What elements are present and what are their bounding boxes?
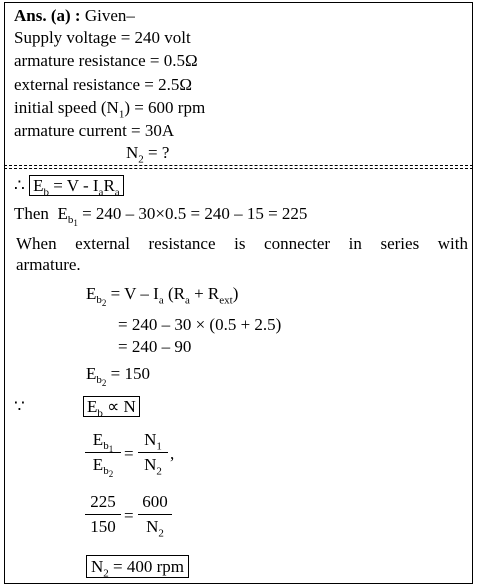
eb2-result: $E_{b_2} = 150$ xyxy=(86,364,150,389)
eb2-expr-3: = 240 – 90 xyxy=(118,337,192,356)
section-divider xyxy=(4,165,473,166)
ratio-comma: , xyxy=(170,444,175,463)
eb-formula-box: $E_b = V - I_aR_a$ xyxy=(29,175,124,196)
find-n2: $N_2$ = ? xyxy=(126,143,170,166)
eb2-expr-2: = 240 – 30 × (0.5 + 2.5) xyxy=(118,315,282,334)
proportional-box: $E_b \propto N$ xyxy=(83,396,140,417)
given-armature-resistance: armature resistance = 0.5Ω xyxy=(14,51,198,70)
proportional-line xyxy=(83,397,140,420)
final-result-box: $N_2 = 400$ rpm xyxy=(86,555,189,578)
ratio-n-fraction: $N_1$ $N_2$ xyxy=(138,430,168,475)
given-label: Given– xyxy=(84,6,135,25)
given-supply: Supply voltage = 240 volt xyxy=(14,28,191,47)
eb2-expr-1: $E_{b_2} = V - I_a$ $(R_a + R_{ext})$ xyxy=(86,284,239,309)
numeric-eb-fraction: 225 150 xyxy=(85,492,121,537)
given-initial-speed: initial speed $(N_1) = 600$ rpm xyxy=(14,98,206,121)
eb-formula-line: ∴ $E_b = V - I_aR_a$ xyxy=(14,176,124,196)
section-divider-2 xyxy=(4,168,473,169)
final-result xyxy=(86,557,189,580)
answer-heading xyxy=(14,6,135,26)
because-symbol: ∵ xyxy=(14,397,25,416)
ratio-eb-fraction: $E_{b_1}$ $E_{b_2}$ xyxy=(85,430,121,475)
given-external-resistance: external resistance = 2.5Ω xyxy=(14,75,192,94)
when-line-1: When external resistance is connecter in series with xyxy=(16,234,468,253)
answer-label: Ans. (a) : xyxy=(14,6,81,25)
numeric-n-fraction: 600 $N_2$ xyxy=(138,492,172,537)
when-line-2: armature. xyxy=(16,255,81,274)
then-line: Then $E_{b_1} = 240 - 30\times 0.5 = 240 - 15 = 225$ xyxy=(14,204,308,229)
ratio-equals: = xyxy=(124,444,134,463)
numeric-equals: = xyxy=(124,506,134,525)
given-armature-current: armature current = 30A xyxy=(14,121,175,140)
